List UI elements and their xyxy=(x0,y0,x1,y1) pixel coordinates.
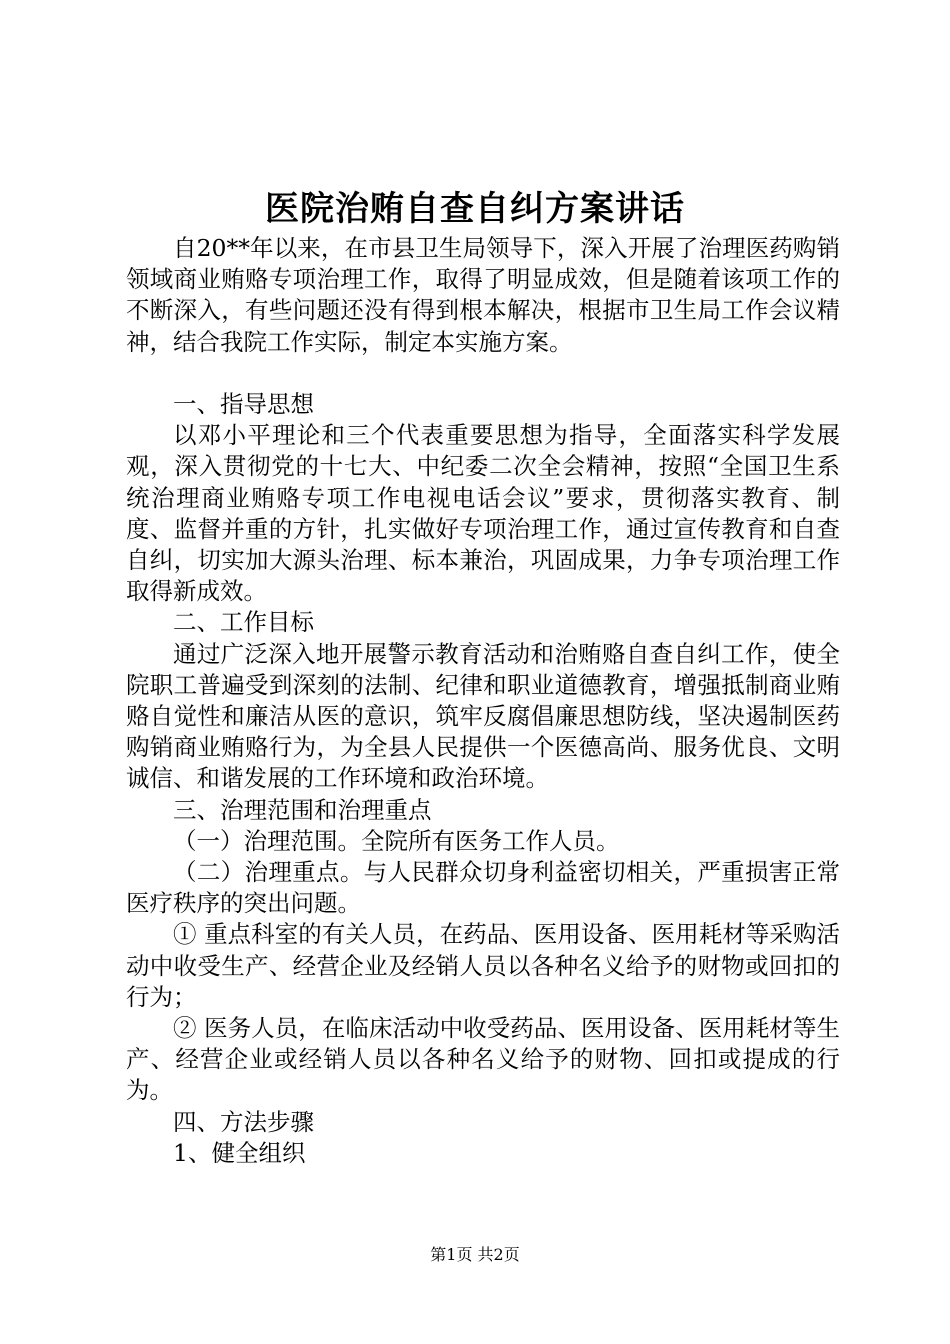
blank-line xyxy=(126,358,840,389)
guiding-thought-paragraph: 以邓小平理论和三个代表重要思想为指导，全面落实科学发展观，深入贯彻党的十七大、中纪委二次全会精神，按照“全国卫生系统治理商业贿赂专项工作电视电话会议”要求，贯彻落实教育、制度、监督并重的方针，扎实做好专项治理工作，通过宣传教育和自查自纠，切实加大源头治理、标本兼治，巩固成果，力争专项治理工作取得新成效。 xyxy=(126,421,840,606)
document-body xyxy=(126,233,840,1169)
focus-item-2: ② 医务人员，在临床活动中收受药品、医用设备、医用耗材等生产、经营企业或经销人员以各种名义给予的财物、回扣或提成的行为。 xyxy=(126,1014,840,1105)
document-title: 医院治贿自查自纠方案讲话 xyxy=(265,189,685,229)
focus-item-1: ① 重点科室的有关人员，在药品、医用设备、医用耗材等采购活动中收受生产、经营企业及经销人员以各种名义给予的财物或回扣的行为； xyxy=(126,920,840,1011)
page-number-footer: 第1页 共2页 xyxy=(430,1245,520,1264)
scope-paragraph: （一）治理范围。全院所有医务工作人员。 xyxy=(173,826,620,855)
intro-paragraph: 自20**年以来，在市县卫生局领导下，深入开展了治理医药购销领域商业贿赂专项治理工作，取得了明显成效，但是随着该项工作的不断深入，有些问题还没有得到根本解决，根据市卫生局工作会议精神，结合我院工作实际，制定本实施方案。 xyxy=(126,234,840,356)
section-heading-scope-and-focus: 三、治理范围和治理重点 xyxy=(173,795,432,824)
section-heading-work-goals: 二、工作目标 xyxy=(173,608,314,637)
step-1-heading: 1、健全组织 xyxy=(173,1138,306,1167)
section-heading-guiding-thought: 一、指导思想 xyxy=(173,390,314,418)
focus-paragraph: （二）治理重点。与人民群众切身利益密切相关，严重损害正常医疗秩序的突出问题。 xyxy=(126,858,840,918)
section-heading-methods-steps: 四、方法步骤 xyxy=(173,1107,314,1136)
work-goals-paragraph: 通过广泛深入地开展警示教育活动和治贿赂自查自纠工作，使全院职工普遍受到深刻的法制、纪律和职业道德教育，增强抵制商业贿赂自觉性和廉洁从医的意识，筑牢反腐倡廉思想防线，坚决遏制医药购销商业贿赂行为，为全县人民提供一个医德高尚、服务优良、文明诚信、和谐发展的工作环境和政治环境。 xyxy=(126,639,840,793)
